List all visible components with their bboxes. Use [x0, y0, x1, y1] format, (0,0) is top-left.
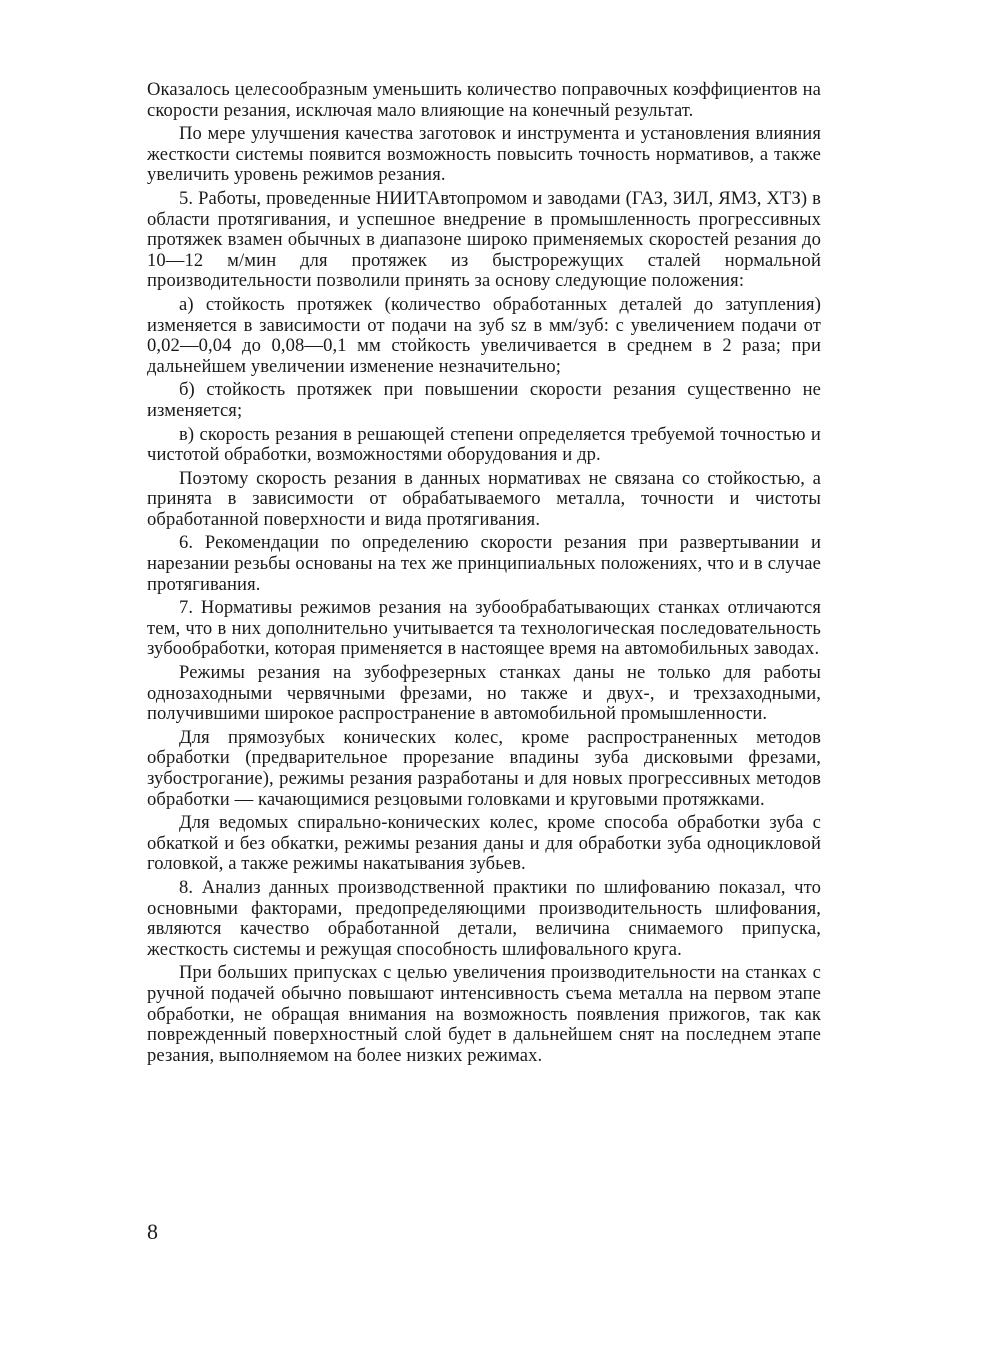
- paragraph-3: 5. Работы, проведенные НИИТАвтопромом и заводами (ГАЗ, ЗИЛ, ЯМЗ, ХТЗ) в области протягивания, и успешное внедрение в промышленность прогрессивных протяжек взамен обычных в диапазоне широко применяемых скоростей резания до 10—12 м/мин для протяжек из быстрорежущих сталей нормальной производительности позволили принять за основу следующие положения:: [147, 187, 821, 292]
- paragraph-12: Для ведомых спирально-конических колес, кроме способа обработки зуба с обкаткой и без обкатки, режимы резания даны и для обработки зуба одноцикловой головкой, а также режимы накатывания зубьев.: [147, 812, 821, 875]
- paragraph-8: 6. Рекомендации по определению скорости резания при развертывании и нарезании резьбы основаны на тех же принципиальных положениях, что и в случае протягивания.: [147, 532, 821, 595]
- paragraph-2: По мере улучшения качества заготовок и инструмента и установления влияния жесткости системы появится возможность повысить точность нормативов, а также увеличить уровень режимов резания.: [147, 123, 821, 186]
- paragraph-7: Поэтому скорость резания в данных нормативах не связана со стойкостью, а принята в зависимости от обрабатываемого металла, точности и чистоты обработанной поверхности и вида протягивания.: [147, 467, 821, 530]
- paragraph-10: Режимы резания на зубофрезерных станках даны не только для работы однозаходными червячными фрезами, но также и двух-, и трехзаходными, получившими широкое распространение в автомобильной промышленности.: [147, 662, 821, 725]
- paragraph-11: Для прямозубых конических колес, кроме распространенных методов обработки (предварительное прорезание впадины зуба дисковыми фрезами, зубострогание), режимы резания разработаны и для новых прогрессивных методов обработки — качающимися резцовыми головками и круговыми протяжками.: [147, 726, 821, 810]
- paragraph-4: а) стойкость протяжек (количество обработанных деталей до затупления) изменяется в зависимости от подачи на зуб sz в мм/зуб: с увеличением подачи от 0,02—0,04 до 0,08—0,1 мм стойкость увеличивается в среднем в 2 раза; при дальнейшем увеличении изменение незначительно;: [147, 293, 821, 377]
- paragraph-13: 8. Анализ данных производственной практики по шлифованию показал, что основными факторами, предопределяющими производительность шлифования, являются качество обработанной детали, величина снимаемого припуска, жесткость системы и режущая способность шлифовального круга.: [147, 876, 821, 960]
- page-number: 8: [147, 1219, 158, 1244]
- paragraph-1: Оказалось целесообразным уменьшить количество поправочных коэффициентов на скорости резания, исключая мало влияющие на конечный результат.: [147, 79, 821, 121]
- paragraph-6: в) скорость резания в решающей степени определяется требуемой точностью и чистотой обработки, возможностями оборудования и др.: [147, 423, 821, 466]
- paragraph-14: При больших припусках с целью увеличения производительности на станках с ручной подачей обычно повышают интенсивность съема металла на первом этапе обработки, не обращая внимания на возможность появления прижогов, так как поврежденный поверхностный слой будет в дальнейшем снят на последнем этапе резания, выполняемом на более низких режимах.: [147, 962, 821, 1066]
- page-body: [147, 80, 821, 1066]
- paragraph-9: 7. Нормативы режимов резания на зубообрабатывающих станках отличаются тем, что в них дополнительно учитывается та технологическая последовательность зубообработки, которая применяется в настоящее время на автомобильных заводах.: [147, 597, 821, 660]
- paragraph-5: б) стойкость протяжек при повышении скорости резания существенно не изменяется;: [147, 379, 821, 421]
